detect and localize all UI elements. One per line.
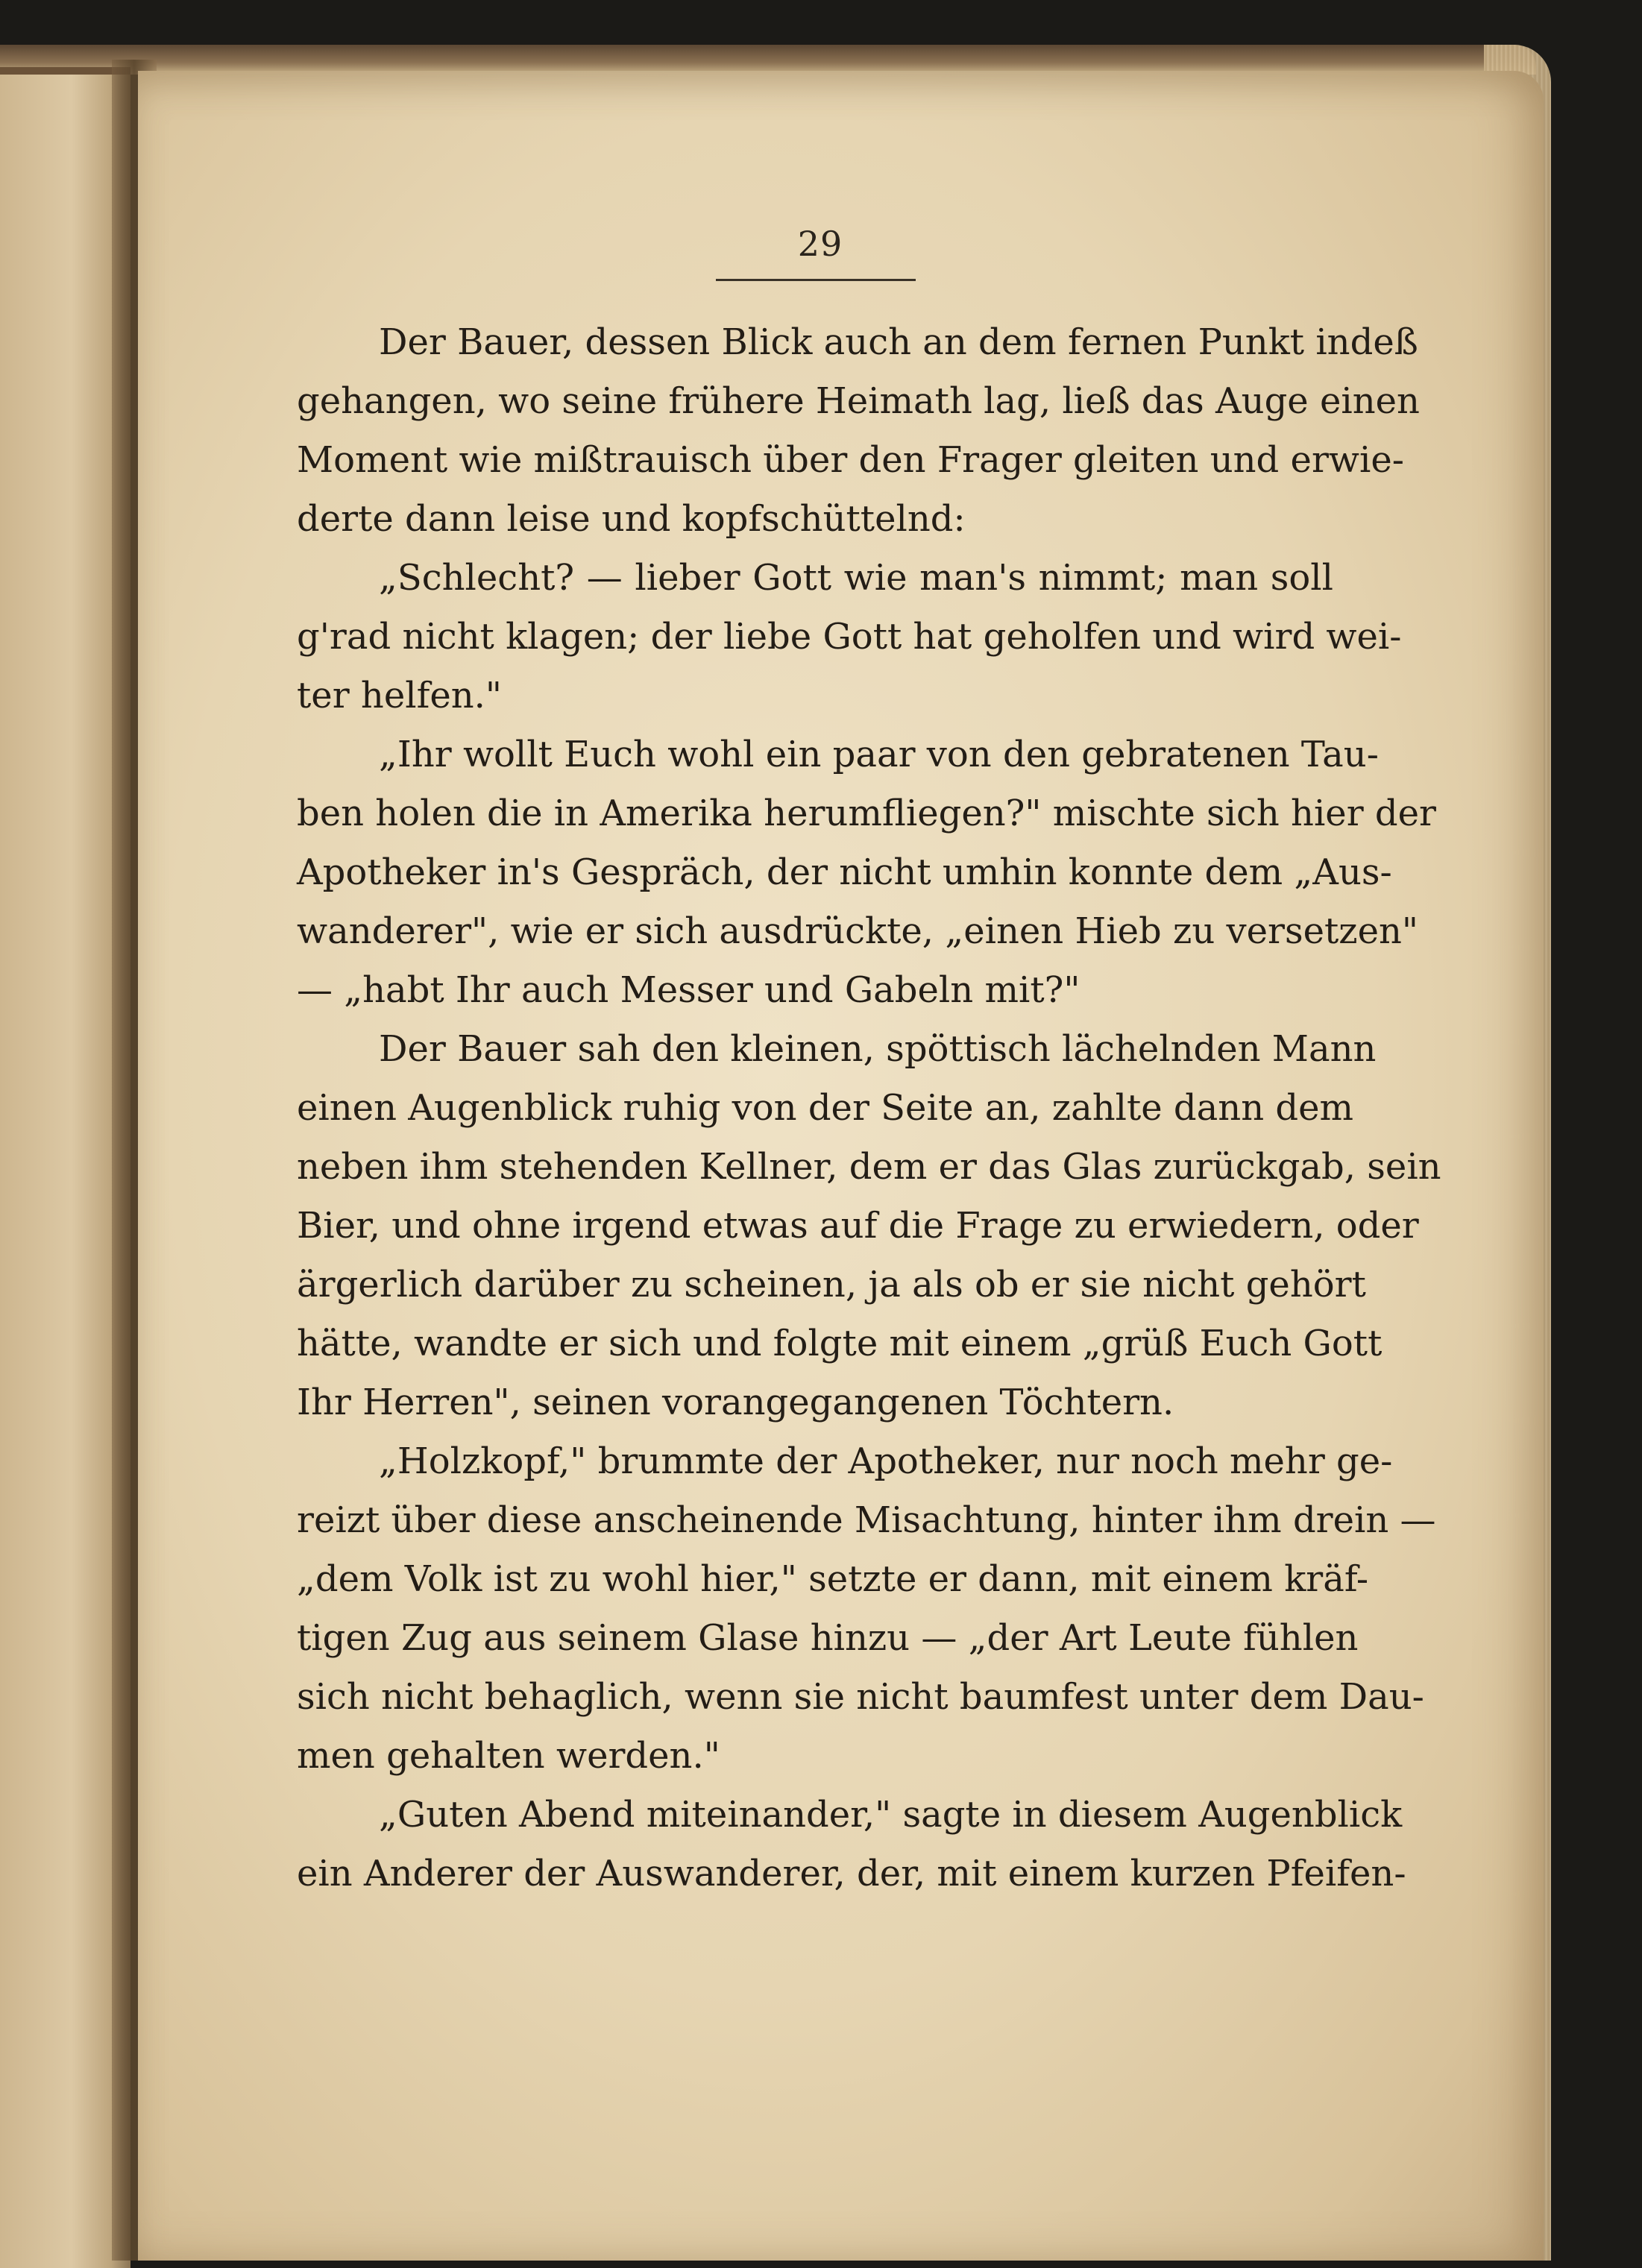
left-page-edge [0, 67, 130, 2268]
text-line: hätte, wandte er sich und folgte mit einem „grüß Euch Gott [297, 1323, 1383, 1364]
page-number-rule [716, 279, 916, 281]
text-line: „Ihr wollt Euch wohl ein paar von den gebratenen Tau- [379, 734, 1379, 775]
text-line: derte dann leise und kopfschüttelnd: [297, 498, 966, 540]
text-line: „Schlecht? — lieber Gott wie man's nimmt; man soll [379, 557, 1333, 599]
text-line: gehangen, wo seine frühere Heimath lag, ließ das Auge einen [297, 380, 1420, 422]
text-line: Bier, und ohne irgend etwas auf die Frage zu erwiedern, oder [297, 1205, 1419, 1247]
text-line: neben ihm stehenden Kellner, dem er das Glas zurückgab, sein [297, 1146, 1441, 1188]
book-top-edge [0, 45, 1536, 75]
text-line: reizt über diese anscheinende Misachtung, hinter ihm drein — [297, 1499, 1436, 1541]
text-line: men gehalten werden." [297, 1735, 720, 1777]
text-line: Der Bauer sah den kleinen, spöttisch lächelnden Mann [379, 1028, 1377, 1070]
text-line: Apotheker in's Gespräch, der nicht umhin konnte dem „Aus- [297, 851, 1392, 893]
text-line: ein Anderer der Auswanderer, der, mit einem kurzen Pfeifen- [297, 1853, 1406, 1894]
text-line: sich nicht behaglich, wenn sie nicht baumfest unter dem Dau- [297, 1676, 1424, 1718]
page-number: 29 [797, 224, 843, 264]
text-line: Moment wie mißtrauisch über den Frager gleiten und erwie- [297, 439, 1404, 481]
text-line: tigen Zug aus seinem Glase hinzu — „der Art Leute fühlen [297, 1617, 1359, 1659]
text-line: „Holzkopf," brummte der Apotheker, nur noch mehr ge- [379, 1440, 1393, 1482]
text-line: wanderer", wie er sich ausdrückte, „einen Hieb zu versetzen" [297, 910, 1418, 952]
text-line: ärgerlich darüber zu scheinen, ja als ob er sie nicht gehört [297, 1264, 1366, 1305]
text-line: Der Bauer, dessen Blick auch an dem fernen Punkt indeß [379, 321, 1418, 363]
text-line: einen Augenblick ruhig von der Seite an, zahlte dann dem [297, 1087, 1354, 1129]
text-line: ben holen die in Amerika herumfliegen?" mischte sich hier der [297, 793, 1436, 834]
text-line: „Guten Abend miteinander," sagte in diesem Augenblick [379, 1794, 1403, 1836]
text-line: „dem Volk ist zu wohl hier," setzte er dann, mit einem kräf- [297, 1558, 1369, 1600]
text-line: Ihr Herren", seinen vorangegangenen Töchtern. [297, 1382, 1174, 1423]
text-line: — „habt Ihr auch Messer und Gabeln mit?" [297, 969, 1080, 1011]
text-line: g'rad nicht klagen; der liebe Gott hat geholfen und wird wei- [297, 616, 1402, 658]
body-text [297, 313, 1441, 1903]
text-line: ter helfen." [297, 675, 502, 716]
